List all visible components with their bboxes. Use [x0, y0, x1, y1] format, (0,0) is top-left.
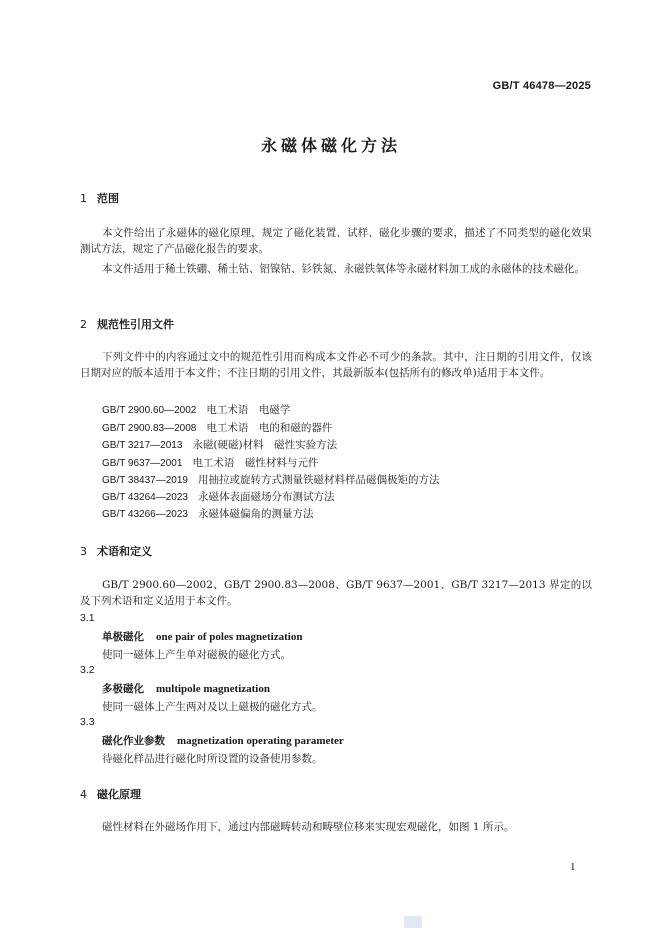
reference-title: 永磁(硬磁)材料 磁性实验方法 [192, 439, 338, 451]
reference-item [102, 506, 314, 521]
section-number: 2 [80, 318, 87, 331]
scope-paragraph-2: 本文件适用于稀土铁硼、稀土钴、铝镍钴、钐铁氮、永磁铁氧体等永磁材料加工成的永磁体的技术磁化。 [102, 263, 585, 275]
reference-code: GB/T 2900.60—2002 [102, 405, 197, 416]
references-intro-paragraph: 下列文件中的内容通过文中的规范性引用而构成本文件必不可少的条款。其中，注日期的引用文件，仅该日期对应的版本适用于本文件；不注日期的引用文件，其最新版本(包括所有的修改单)适用于本文件。 [80, 351, 592, 379]
section-label: 术语和定义 [97, 545, 152, 558]
term-english: magnetization operating parameter [177, 735, 344, 747]
term-definition: 使同一磁体上产生单对磁极的磁化方式。 [102, 649, 291, 661]
section-label: 范围 [97, 192, 119, 205]
reference-code: GB/T 43266—2023 [102, 509, 188, 520]
standard-number: GB/T 46478—2025 [492, 80, 591, 92]
section-number: 1 [80, 192, 87, 205]
reference-title: 电工术语 磁性材料与元件 [192, 457, 319, 469]
term-number: 3.3 [80, 716, 95, 728]
reference-item [102, 472, 440, 487]
reference-item [102, 455, 318, 470]
reference-title: 电工术语 电的和磁的器件 [206, 422, 333, 434]
terms-intro-paragraph: GB/T 2900.60—2002、GB/T 2900.83—2008、GB/T 9637—2001、GB/T 3217—2013 界定的以及下列术语和定义适用于本文件。 [80, 579, 592, 607]
reference-item [102, 402, 290, 417]
term-entry [102, 629, 302, 644]
term-definition: 使同一磁体上产生两对及以上磁极的磁化方式。 [102, 701, 323, 713]
reference-item [102, 489, 335, 504]
reference-title: 永磁体表面磁场分布测试方法 [198, 491, 335, 503]
reference-title: 用抽拉或旋转方式测量铁磁材料样品磁偶极矩的方法 [198, 474, 440, 486]
reference-item [102, 437, 337, 452]
watermark-badge [404, 916, 422, 928]
reference-item [102, 420, 332, 435]
principle-paragraph: 磁性材料在外磁场作用下，通过内部磁畴转动和畴壁位移来实现宏观磁化，如图 1 所示。 [102, 821, 515, 833]
reference-code: GB/T 2900.83—2008 [102, 423, 197, 434]
reference-code: GB/T 9637—2001 [102, 458, 183, 469]
reference-code: GB/T 38437—2019 [102, 475, 188, 486]
section-heading-terms [80, 543, 152, 559]
term-english: one pair of poles magnetization [156, 631, 303, 643]
term-number: 3.1 [80, 612, 95, 624]
document-title: 永磁体磁化方法 [260, 136, 401, 155]
term-english: multipole magnetization [156, 683, 270, 695]
page-number: 1 [570, 861, 576, 873]
section-heading-principle [80, 786, 141, 802]
section-heading-normative-references [80, 316, 174, 332]
section-number: 3 [80, 545, 87, 558]
section-label: 规范性引用文件 [97, 318, 174, 331]
reference-title: 电工术语 电磁学 [206, 404, 291, 416]
term-definition: 待磁化样品进行磁化时所设置的设备使用参数。 [102, 753, 323, 765]
section-heading-scope [80, 190, 119, 206]
term-number: 3.2 [80, 664, 95, 676]
scope-paragraph-1: 本文件给出了永磁体的磁化原理，规定了磁化装置、试样、磁化步骤的要求，描述了不同类型的磁化效果测试方法，规定了产品磁化报告的要求。 [80, 227, 592, 255]
section-label: 磁化原理 [97, 788, 141, 801]
term-chinese: 多极磁化 [102, 683, 144, 695]
term-chinese: 磁化作业参数 [102, 735, 165, 747]
reference-code: GB/T 43264—2023 [102, 492, 188, 503]
term-entry [102, 681, 270, 696]
term-chinese: 单极磁化 [102, 631, 144, 643]
reference-title: 永磁体磁偏角的测量方法 [198, 508, 314, 520]
section-number: 4 [80, 788, 87, 801]
reference-code: GB/T 3217—2013 [102, 440, 183, 451]
term-entry [102, 733, 344, 748]
